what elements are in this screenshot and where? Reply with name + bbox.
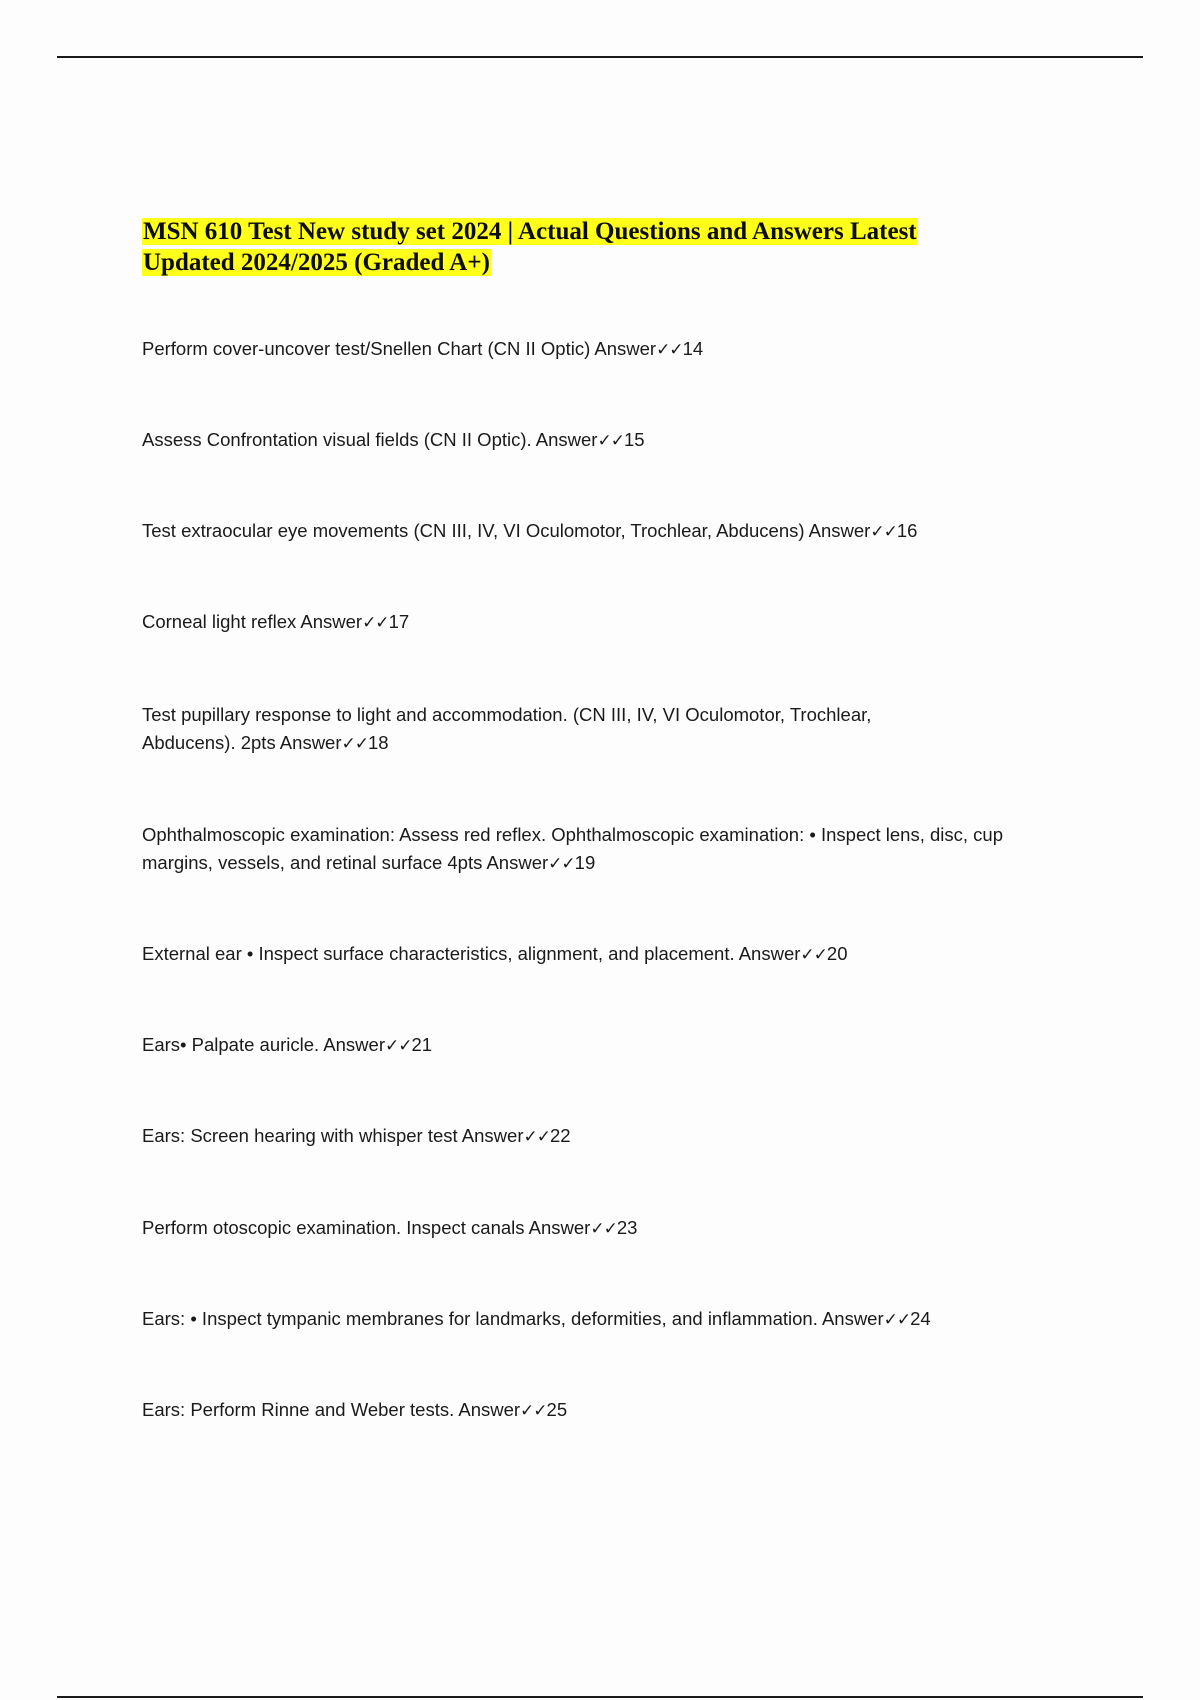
checkmark-icon: ✓✓ — [548, 854, 575, 874]
question-item: Test pupillary response to light and accommodation. (CN III, IV, VI Oculomotor, Trochlear, Abducens). 2pts Answer✓✓18 — [142, 704, 872, 754]
checkmark-icon: ✓✓ — [523, 1127, 550, 1147]
question-item: Ears• Palpate auricle. Answer✓✓21 — [142, 1034, 433, 1056]
checkmark-icon: ✓✓ — [883, 1310, 911, 1330]
checkmark-icon: ✓✓ — [341, 734, 368, 754]
question-item: Assess Confrontation visual fields (CN II Optic). Answer✓✓15 — [142, 429, 645, 451]
checkmark-icon: ✓✓ — [520, 1401, 547, 1421]
question-item: Ophthalmoscopic examination: Assess red reflex. Ophthalmoscopic examination: • Inspect lens, disc, cup margins, vessels, and retinal surface 4pts Answer✓✓19 — [142, 824, 1003, 874]
title-line-1: MSN 610 Test New study set 2024 | Actual Questions and Answers Latest — [143, 218, 917, 245]
title-line-2: Updated 2024/2025 (Graded A+) — [143, 249, 490, 276]
document-title — [142, 216, 1042, 278]
question-item: Perform cover-uncover test/Snellen Chart (CN II Optic) Answer✓✓14 — [142, 338, 704, 360]
checkmark-icon: ✓✓ — [656, 340, 683, 360]
checkmark-icon: ✓✓ — [597, 431, 624, 451]
question-item: Ears: Screen hearing with whisper test Answer✓✓22 — [142, 1125, 571, 1147]
question-item: Test extraocular eye movements (CN III, IV, VI Oculomotor, Trochlear, Abducens) Answer✓✓16 — [142, 520, 918, 542]
question-item: Perform otoscopic examination. Inspect canals Answer✓✓23 — [142, 1217, 638, 1239]
checkmark-icon: ✓✓ — [362, 613, 389, 633]
bottom-rule — [57, 1696, 1143, 1698]
top-rule — [57, 56, 1143, 58]
question-item: External ear • Inspect surface characteristics, alignment, and placement. Answer✓✓20 — [142, 943, 848, 965]
question-item: Ears: Perform Rinne and Weber tests. Answer✓✓25 — [142, 1399, 568, 1421]
checkmark-icon: ✓✓ — [800, 945, 827, 965]
checkmark-icon: ✓✓ — [384, 1036, 412, 1056]
question-item: Corneal light reflex Answer✓✓17 — [142, 611, 410, 633]
question-item: Ears: • Inspect tympanic membranes for landmarks, deformities, and inflammation. Answer✓✓24 — [142, 1308, 931, 1330]
checkmark-icon: ✓✓ — [590, 1219, 617, 1239]
checkmark-icon: ✓✓ — [870, 522, 897, 542]
